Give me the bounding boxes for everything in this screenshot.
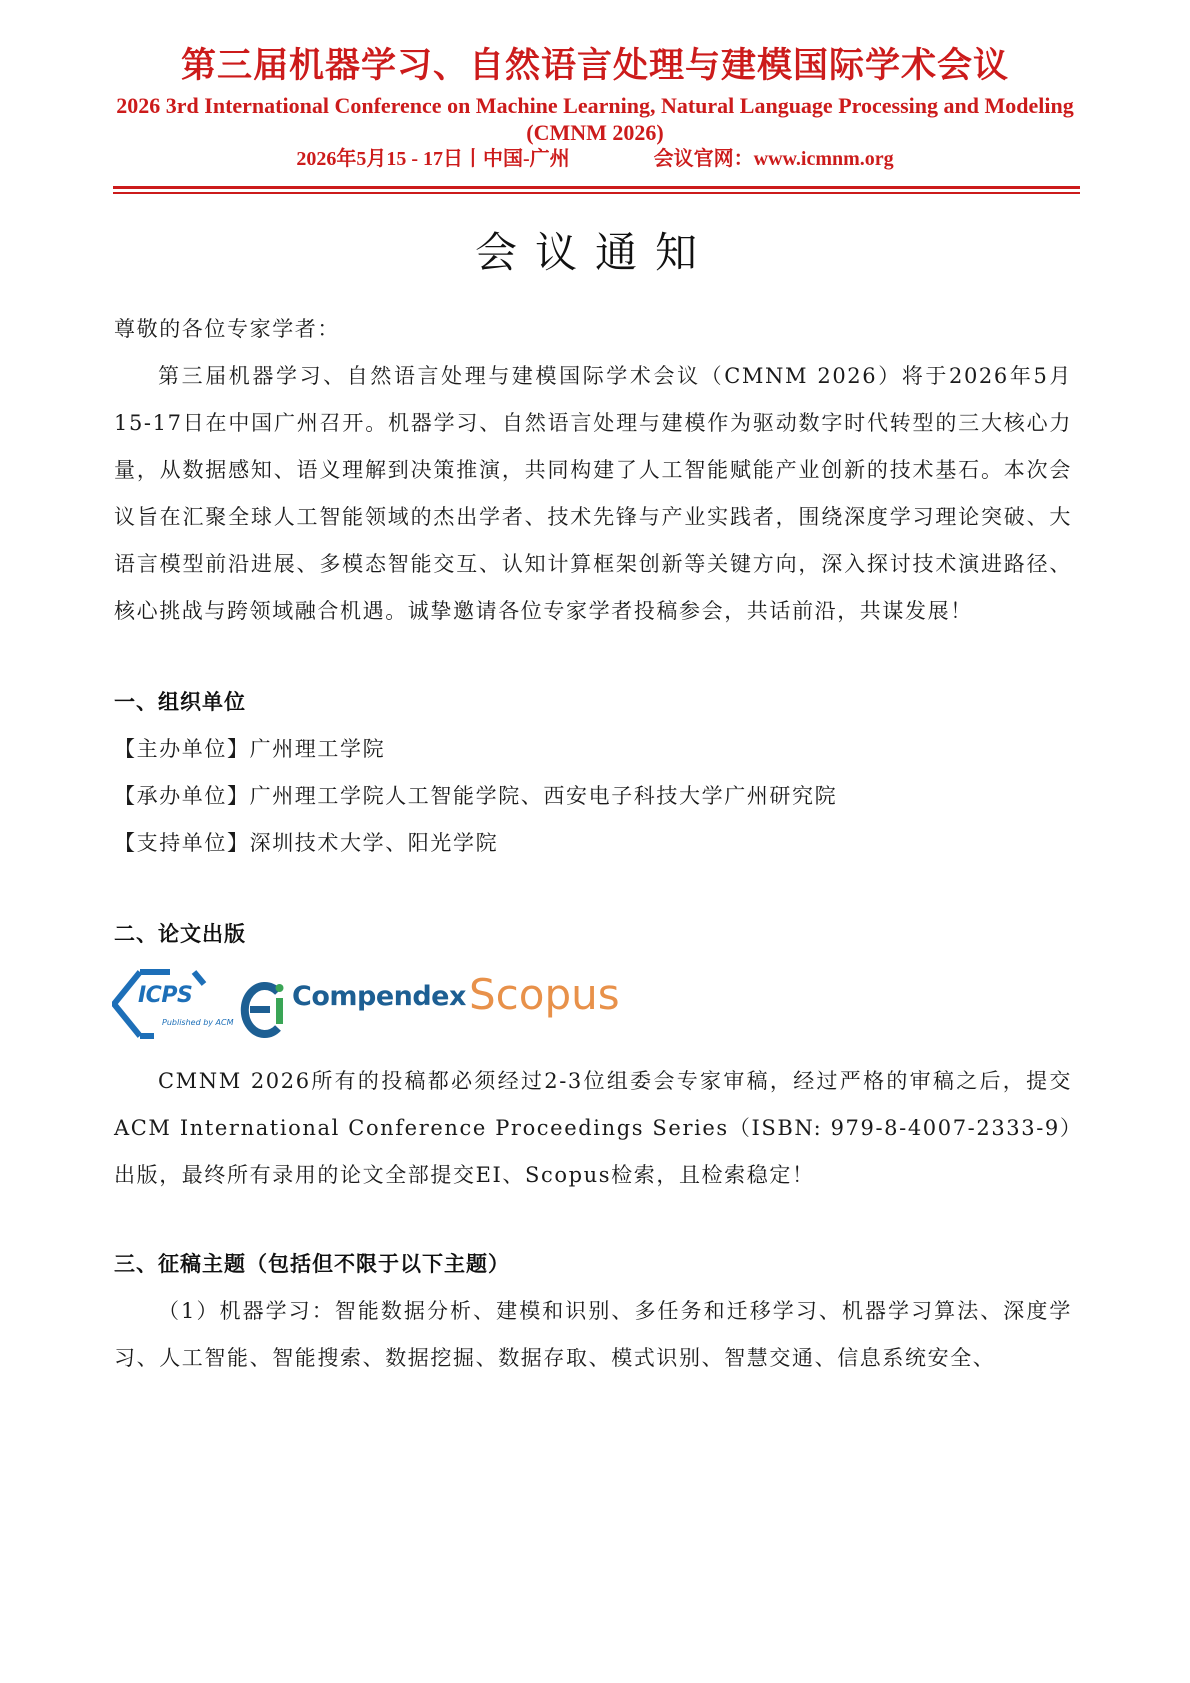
icps-logo-subtext: Published by ACM bbox=[162, 1018, 234, 1027]
organizer-host: 【主办单位】广州理工学院 bbox=[114, 737, 386, 761]
publication-paragraph: CMNM 2026所有的投稿都必须经过2-3位组委会专家审稿，经过严格的审稿之后，提交ACM International Conference Proceedings Series（ISBN: 979-8-4007-2333-9）出版，最终所有录用的论文全部提交EI、Scopus检索，且检索稳定！ bbox=[114, 1069, 1072, 1187]
notice-title: 会议通知 bbox=[474, 228, 715, 277]
conference-title-cn: 第三届机器学习、自然语言处理与建模国际学术会议 bbox=[180, 45, 1009, 86]
conference-date-location: 2026年5月15 - 17日丨中国-广州 bbox=[296, 148, 570, 170]
compendex-logo bbox=[238, 962, 466, 1052]
scopus-logo-text: Scopus bbox=[469, 970, 620, 1019]
topic-machine-learning: （1）机器学习：智能数据分析、建模和识别、多任务和迁移学习、机器学习算法、深度学习、人工智能、智能搜索、数据挖掘、数据存取、模式识别、智慧交通、信息系统安全、 bbox=[114, 1299, 1072, 1370]
index-logos bbox=[114, 962, 1072, 1058]
conference-header bbox=[115, 42, 1075, 172]
conference-info-line bbox=[115, 146, 1075, 172]
ei-icon bbox=[238, 962, 294, 1052]
organizer-undertaker: 【承办单位】广州理工学院人工智能学院、西安电子科技大学广州研究院 bbox=[114, 784, 838, 808]
header-divider-thick bbox=[113, 186, 1080, 189]
conference-title-en: 2026 3rd International Conference on Machine Learning, Natural Language Processing and Modeling (CMNM 2026) bbox=[116, 93, 1074, 145]
organizer-supporter: 【支持单位】深圳技术大学、阳光学院 bbox=[114, 831, 499, 855]
greeting: 尊敬的各位专家学者： bbox=[114, 317, 340, 341]
section-publication-heading: 二、论文出版 bbox=[114, 922, 246, 946]
icps-logo bbox=[112, 962, 234, 1052]
section-topics-heading: 三、征稿主题（包括但不限于以下主题） bbox=[114, 1252, 510, 1276]
section-organizers-heading: 一、组织单位 bbox=[114, 690, 246, 714]
header-divider-thin bbox=[113, 192, 1080, 194]
conference-website[interactable]: 会议官网：www.icmnm.org bbox=[653, 148, 894, 170]
icps-logo-text: ICPS bbox=[138, 983, 193, 1008]
intro-paragraph: 第三届机器学习、自然语言处理与建模国际学术会议（CMNM 2026）将于2026年5月15-17日在中国广州召开。机器学习、自然语言处理与建模作为驱动数字时代转型的三大核心力量，从数据感知、语义理解到决策推演，共同构建了人工智能赋能产业创新的技术基石。本次会议旨在汇聚全球人工智能领域的杰出学者、技术先锋与产业实践者，围绕深度学习理论突破、大语言模型前沿进展、多模态智能交互、认知计算框架创新等关键方向，深入探讨技术演进路径、核心挑战与跨领域融合机遇。诚挚邀请各位专家学者投稿参会，共话前沿，共谋发展！ bbox=[114, 364, 1072, 623]
notice-body bbox=[114, 306, 1072, 1382]
compendex-logo-text: Compendex bbox=[292, 981, 466, 1012]
scopus-logo bbox=[469, 962, 620, 1052]
